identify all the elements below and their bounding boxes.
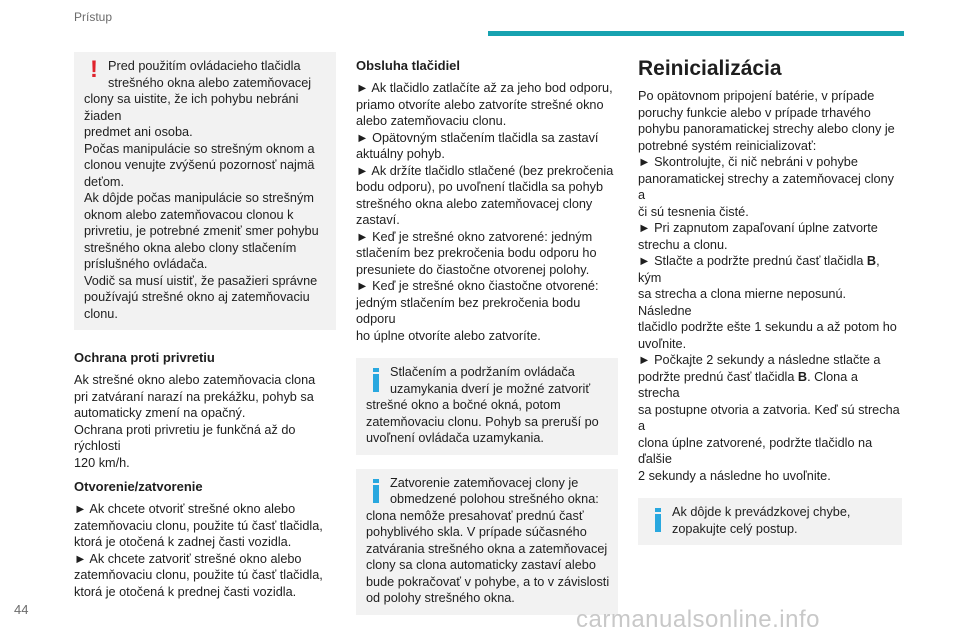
text-line: presuniete do čiastočne otvorenej polohy. (356, 262, 590, 277)
warning-line: Počas manipulácie so strešným oknom a (84, 141, 315, 156)
text-line: ► Keď je strešné okno čiastočne otvorené: (356, 279, 599, 293)
heading-anti-pinch: Ochrana proti privretiu (74, 350, 215, 365)
info-line: clona nemôže presahovať prednú časť (366, 508, 584, 523)
text-line: či sú tesnenia čisté. (638, 204, 749, 219)
warning-text (84, 58, 328, 322)
text-line: podržte prednú časť tlačidla B. Clona a strecha (638, 369, 858, 400)
text-line: pohybu panoramatickej strechy alebo clony je (638, 122, 895, 136)
info-line: zatemňovaciu clonu. Pohyb sa preruší po (366, 414, 599, 429)
warning-line: Ak dôjde počas manipulácie so strešným (84, 191, 314, 205)
text-line: 2 sekundy a následne ho uvoľnite. (638, 468, 831, 483)
warning-line: príslušného ovládača. (84, 257, 208, 271)
info-line: zatvárania strešného okna a zatemňovacej (366, 541, 608, 556)
warning-line: strešného okna alebo zatemňovacej (108, 75, 312, 90)
warning-line: používajú strešné okno aj zatemňovaciu (84, 290, 310, 304)
text-line: zatemňovaciu clonu, použite tú časť tlačidla, (74, 518, 323, 533)
text-line: stlačením bez prekročenia bodu odporu ho (356, 246, 597, 260)
text-line: panoramatickej strechy a zatemňovacej clony a (638, 171, 894, 202)
info-box-locking (356, 358, 618, 455)
anti-pinch-text (74, 372, 336, 471)
text-line: Po opätovnom pripojení batérie, v prípade (638, 89, 875, 103)
text-line: priamo otvoríte alebo zatvoríte strešné okno (356, 97, 604, 112)
text-line: ► Skontrolujte, či nič nebráni v pohybe (638, 155, 858, 169)
warning-line: Vodič sa musí uistiť, že pasažieri správne (84, 273, 318, 288)
section-label: Prístup (74, 10, 113, 24)
info-line: od polohy strešného okna. (366, 591, 515, 605)
info-line: uvoľnení ovládača uzamykania. (366, 431, 544, 445)
info-icon (651, 508, 665, 532)
text-line: ktorá je otočená k zadnej časti vozidla. (74, 535, 292, 549)
text-line: ktorá je otočená k prednej časti vozidla. (74, 584, 297, 599)
exclamation-warning-icon: ! (90, 56, 98, 83)
text-line: ► Stlačte a podržte prednú časť tlačidla B, kým (638, 254, 880, 285)
text-line: ► Počkajte 2 sekundy a následne stlačte a (638, 353, 881, 367)
warning-line: oknom alebo zatemňovacou clonou k (84, 207, 294, 222)
text-line: ho úplne otvoríte alebo zatvoríte. (356, 328, 541, 343)
warning-line: Pred použitím ovládacieho tlačidla (108, 59, 301, 73)
text-line: jedným stlačením bez prekročenia bodu odporu (356, 295, 581, 326)
info-box-blind-limit (356, 469, 618, 615)
text-line: potrebné systém reinicializovať: (638, 138, 817, 153)
text-line: zatemňovaciu clonu, použite tú časť tlačidla, (74, 568, 323, 582)
text-line: Ochrana proti privretiu je funkčná až do rýchlosti (74, 422, 296, 453)
info-line: clony sa clona automaticky zastaví alebo (366, 558, 596, 572)
info-line: zopakujte celý postup. (672, 521, 798, 536)
text-line: bodu odporu), po uvoľnení tlačidla sa pohyb (356, 180, 604, 194)
text-line: ► Ak chcete zatvoriť strešné okno alebo (74, 551, 302, 566)
warning-box (74, 52, 336, 330)
heading-reinitialization: Reinicializácia (638, 57, 782, 80)
text-line: sa postupne otvoria a zatvoria. Keď sú strecha a (638, 402, 900, 433)
text-line: ► Ak chcete otvoriť strešné okno alebo (74, 502, 296, 516)
text-line: 120 km/h. (74, 455, 130, 470)
info-line: Ak dôjde k prevádzkovej chybe, (672, 505, 851, 519)
warning-line: clonu. (84, 306, 118, 321)
text-line: aktuálny pohyb. (356, 147, 445, 161)
info-line: pohyblivého skla. V prípade súčasného (366, 525, 587, 539)
info-line: obmedzené polohou strešného okna: (390, 492, 599, 506)
warning-line: clonou venujte zvýšenú pozornosť najmä (84, 158, 315, 172)
text-line: alebo zatemňovaciu clonu. (356, 114, 507, 128)
text-line: strechu a clonu. (638, 237, 728, 252)
column-2 (356, 52, 618, 615)
warning-line: clony sa uistite, že ich pohybu nebráni žiaden (84, 92, 299, 123)
text-line: strešného okna alebo zatemňovacej clony (356, 196, 593, 211)
text-line: pri zatváraní narazí na prekážku, pohyb sa (74, 389, 314, 404)
warning-line: deťom. (84, 174, 125, 189)
info-line: strešné okno a bočné okná, potom (366, 398, 561, 412)
reinitialization-text (638, 88, 902, 484)
text-line: Ak strešné okno alebo zatemňovacia clona (74, 373, 316, 387)
text-line: ► Ak držíte tlačidlo stlačené (bez prekročenia (356, 163, 614, 178)
info-line: Stlačením a podržaním ovládača (390, 365, 575, 379)
text-line: clona úplne zatvorené, podržte tlačidlo na ďalšie (638, 435, 873, 466)
text-line: zastaví. (356, 213, 400, 227)
text-line: poruchy funkcie alebo v prípade trhavého (638, 105, 871, 120)
info-icon (369, 479, 383, 503)
info-line: Zatvorenie zatemňovacej clony je (390, 475, 579, 490)
text-line: uvoľnite. (638, 336, 687, 351)
info-box-repeat (638, 498, 902, 545)
text-line: ► Opätovným stlačením tlačidla sa zastaví (356, 130, 599, 145)
text-line: ► Keď je strešné okno zatvorené: jedným (356, 229, 593, 244)
button-operation-text (356, 80, 618, 344)
page-number: 44 (14, 602, 29, 617)
column-3 (638, 52, 902, 545)
info-line: uzamykania dverí je možné zatvoriť (390, 381, 591, 396)
heading-open-close: Otvorenie/zatvorenie (74, 479, 203, 494)
text-line: tlačidlo podržte ešte 1 sekundu a až potom ho (638, 320, 897, 334)
watermark: carmanualsonline.info (576, 606, 820, 633)
text-line: automaticky zmení na opačný. (74, 406, 246, 420)
warning-line: predmet ani osoba. (84, 125, 193, 139)
warning-line: strešného okna alebo clony stlačením (84, 240, 297, 255)
text-line: ► Ak tlačidlo zatlačíte až za jeho bod odporu, (356, 81, 613, 95)
warning-line: privretiu, je potrebné zmeniť smer pohybu (84, 224, 319, 238)
column-1 (74, 52, 336, 600)
open-close-text (74, 501, 336, 600)
heading-button-operation: Obsluha tlačidiel (356, 58, 461, 73)
header-accent-bar (488, 31, 904, 36)
info-icon (369, 368, 383, 392)
text-line: sa strecha a clona mierne neposunú. Následne (638, 287, 847, 318)
info-line: bude pokračovať v pohybe, a to v závislosti (366, 574, 610, 589)
text-line: ► Pri zapnutom zapaľovaní úplne zatvorte (638, 221, 878, 235)
